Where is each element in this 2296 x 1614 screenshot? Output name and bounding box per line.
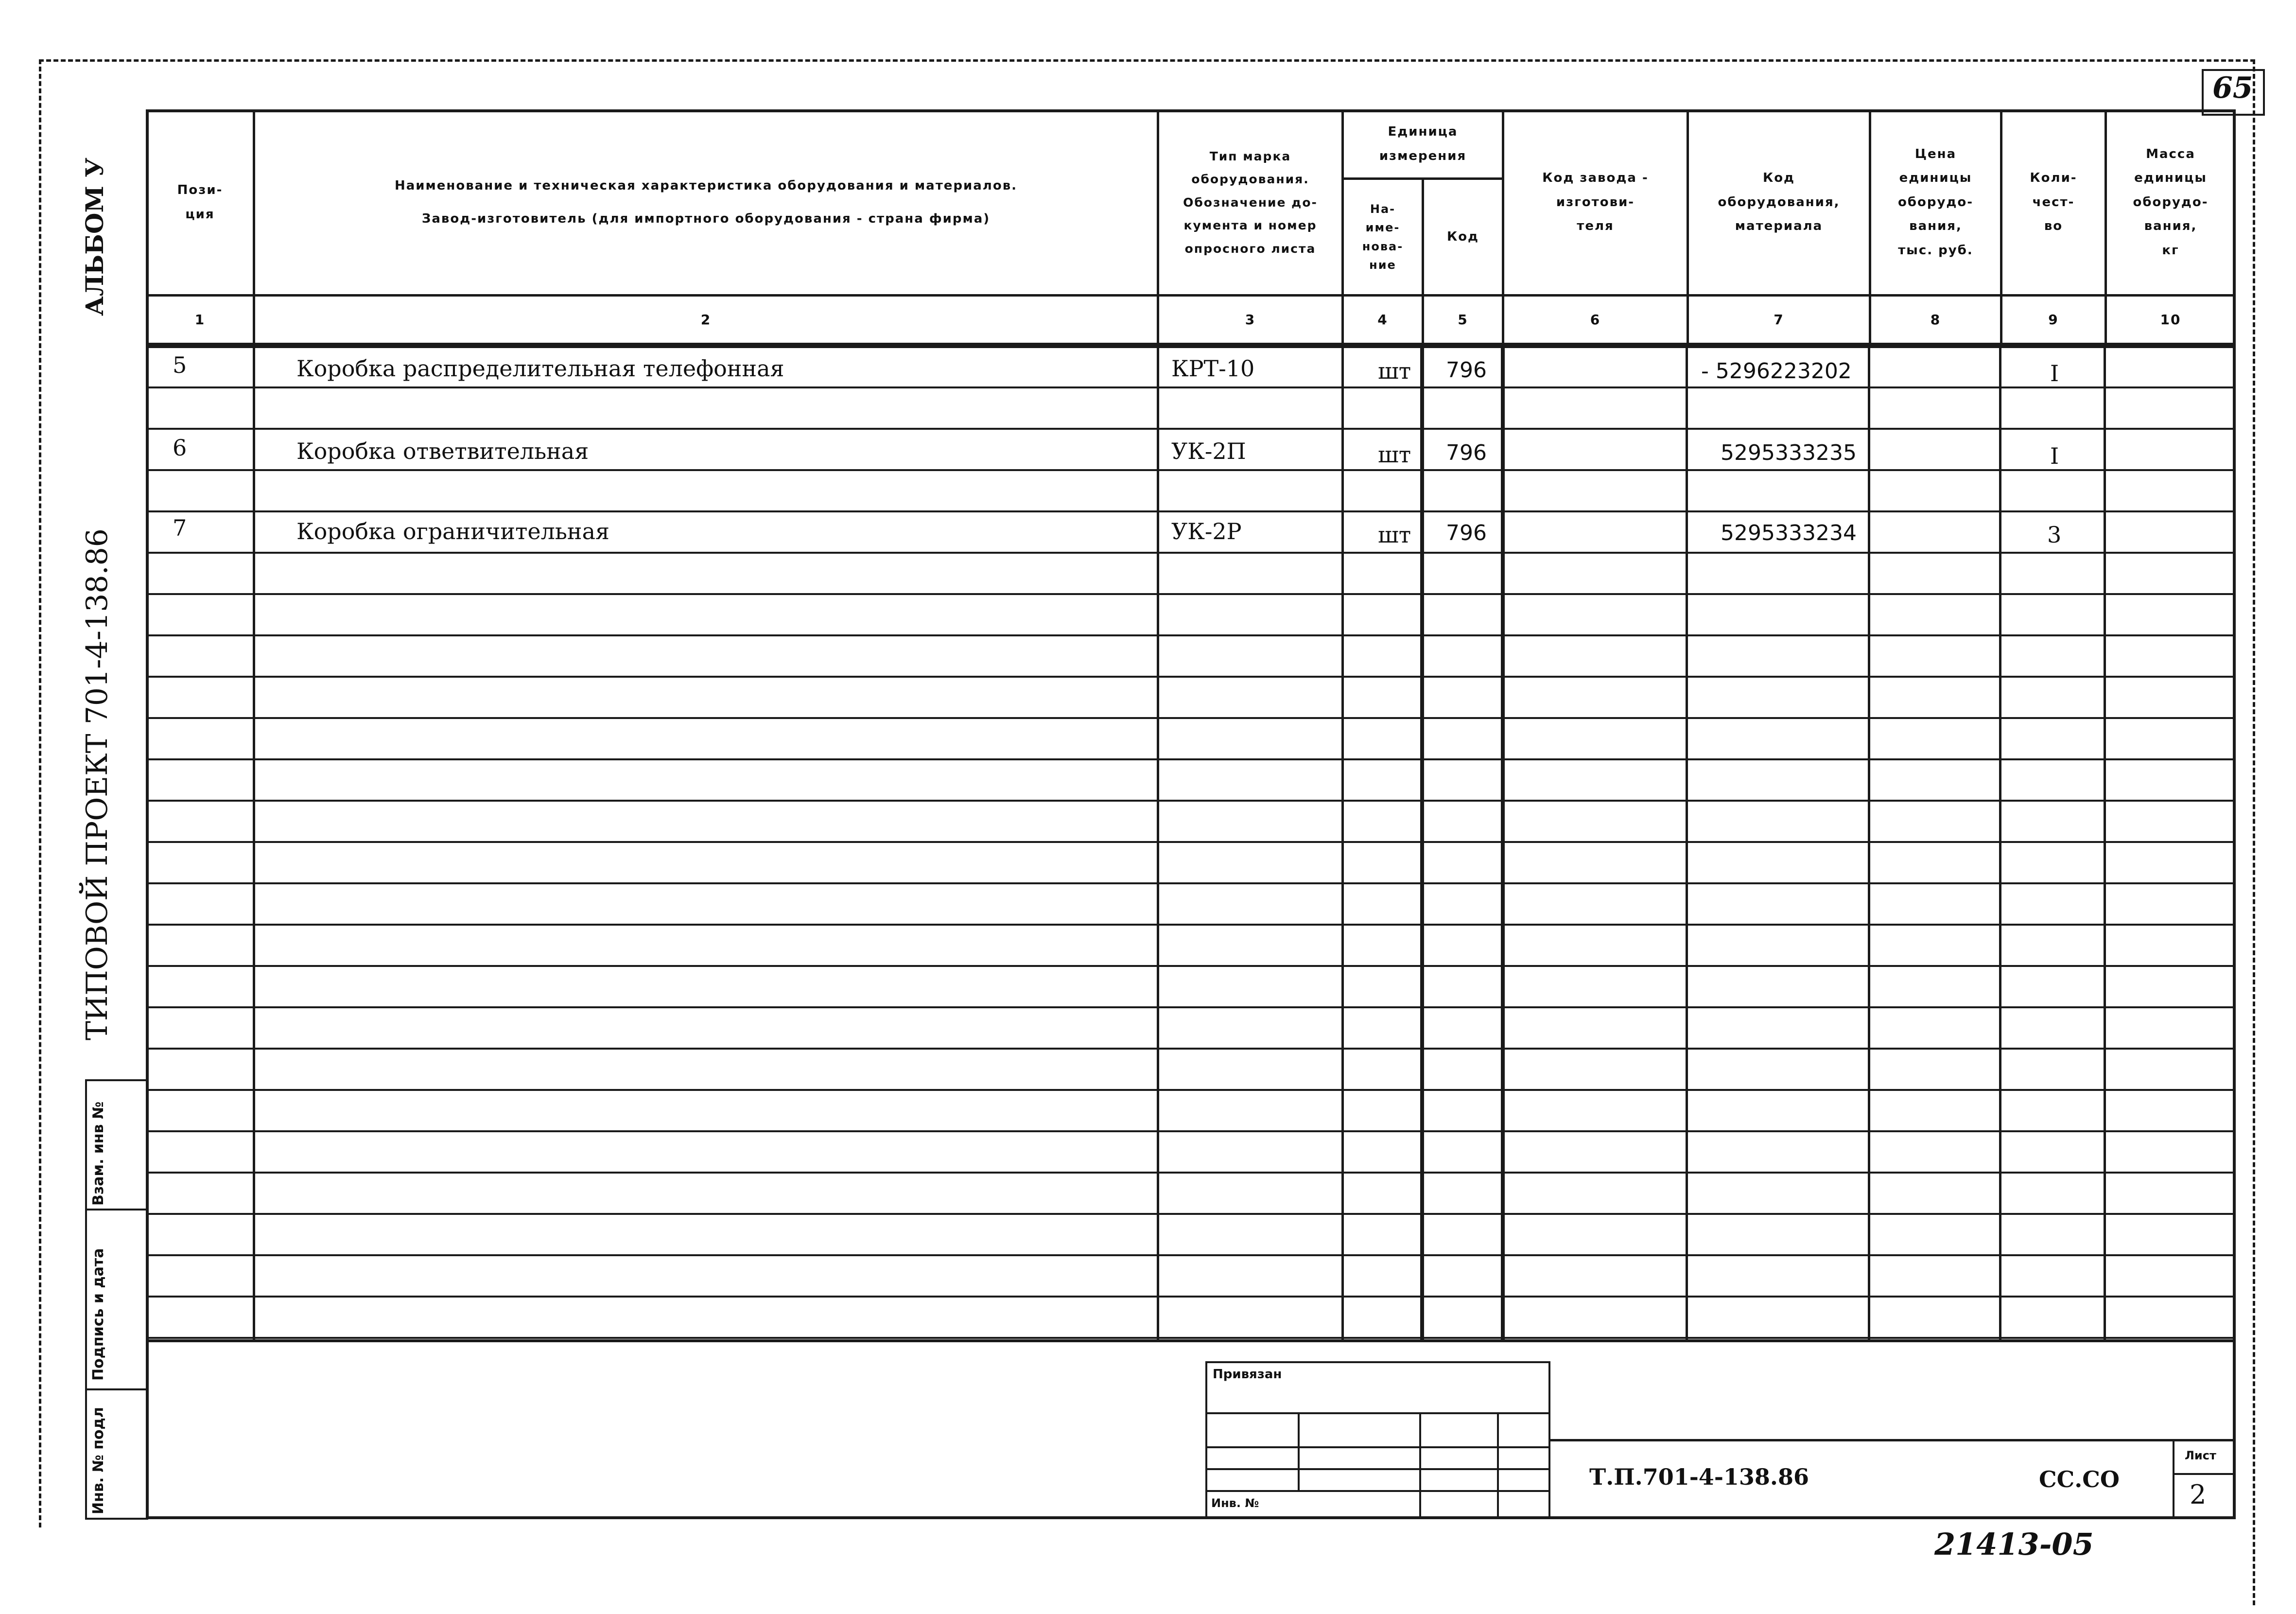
row-rule: [147, 1213, 2234, 1215]
colnum-6: 6: [1504, 297, 1689, 345]
colnum-4: 4: [1344, 297, 1424, 345]
sheet-box-divider: [2173, 1473, 2236, 1475]
colnum-7: 7: [1689, 297, 1871, 345]
header-price: Цена единицы оборудо- вания, тыс. руб.: [1871, 111, 2002, 297]
row-name: Коробка распределительная телефонная: [296, 355, 784, 382]
row-rule: [147, 676, 2234, 678]
vline-6: [1686, 345, 1688, 1342]
table-bottom-line: [146, 1339, 2236, 1342]
colnum-10: 10: [2107, 297, 2234, 345]
vline-1: [253, 345, 255, 1342]
row-rule: [147, 800, 2234, 802]
row-type: КРТ-10: [1171, 355, 1255, 382]
header-mass: Масса единицы оборудо- вания, кг: [2107, 111, 2234, 297]
page-number: 65: [2212, 71, 2253, 105]
colnum-3: 3: [1159, 297, 1344, 345]
row-rule: [147, 1337, 2234, 1339]
row-rule: [147, 1006, 2234, 1008]
stamp-inv-label: Инв. №: [1211, 1496, 1259, 1510]
row-rule: [147, 1296, 2234, 1298]
header-type: Тип марка оборудования. Обозначение до- кумента и номер опросного листа: [1159, 111, 1344, 297]
row-rule: [147, 717, 2234, 719]
row-rule: [147, 552, 2234, 554]
row-rule: [147, 841, 2234, 843]
row-rule: [147, 882, 2234, 884]
outer-frame-left: [39, 59, 41, 1527]
header-name: [255, 111, 1159, 297]
side-label-podpis: Подпись и дата: [90, 1248, 107, 1381]
doc-code: Т.П.701-4-138.86: [1589, 1464, 1809, 1490]
row-unit: шт: [1378, 522, 1411, 548]
row-rule: [147, 1089, 2234, 1091]
sheet-code: СС.СО: [2039, 1466, 2120, 1492]
row-rule: [147, 924, 2234, 926]
row-unit-code: 796: [1446, 358, 1487, 383]
row-rule: [147, 510, 2234, 512]
header-equip-code: Код оборудования, материала: [1689, 111, 1871, 297]
header-factory-code: Код завода - изготови- теля: [1504, 111, 1689, 297]
row-quantity: I: [2050, 360, 2059, 386]
stamp-privyazan-label: Привязан: [1213, 1367, 1282, 1382]
sheet-label: Лист: [2185, 1449, 2216, 1462]
header-name-line1: Наименование и техническая характеристика оборудования и материалов.: [394, 178, 1018, 193]
row-type: УК-2Р: [1171, 518, 1242, 544]
row-rule: [147, 1130, 2234, 1132]
header-position: Пози- ция: [147, 111, 255, 297]
title-top-line: [1550, 1439, 2236, 1441]
row-rule: [147, 345, 2234, 348]
row-position: 5: [173, 352, 187, 378]
row-rule: [147, 758, 2234, 760]
colnum-9: 9: [2002, 297, 2107, 345]
row-rule: [147, 1172, 2234, 1174]
row-quantity: 3: [2047, 522, 2062, 548]
outer-frame-right: [2253, 59, 2255, 1605]
row-quantity: I: [2050, 443, 2059, 469]
vline-5: [1501, 345, 1505, 1342]
colnum-1: 1: [147, 297, 255, 345]
row-position: 7: [173, 515, 187, 541]
row-rule: [147, 386, 2234, 388]
header-quantity: Коли- чест- во: [2002, 111, 2107, 297]
row-rule: [147, 593, 2234, 595]
project-label: ТИПОВОЙ ПРОЕКТ 701-4-138.86: [80, 528, 114, 1040]
header-name-line2: Завод-изготовитель (для импортного оборудования - страна фирма): [421, 211, 991, 226]
vline-8: [1999, 345, 2001, 1342]
colnum-2: 2: [255, 297, 1159, 345]
vline-2: [1157, 345, 1159, 1342]
sheet-number: 2: [2190, 1479, 2207, 1510]
stamp-vline-2: [1419, 1412, 1421, 1519]
header-unit-code: Код: [1424, 180, 1504, 297]
row-name: Коробка ответвительная: [296, 438, 589, 464]
vline-9: [2104, 345, 2106, 1342]
row-rule: [147, 428, 2234, 430]
row-position: 6: [173, 435, 187, 461]
vline-7: [1868, 345, 1870, 1342]
row-rule: [147, 1048, 2234, 1050]
stamp-vline-1: [1298, 1412, 1300, 1490]
header-unit: Единица измерения: [1344, 111, 1504, 180]
row-rule: [147, 965, 2234, 967]
row-unit: шт: [1378, 358, 1411, 384]
header-unit-name: На- име- нова- ние: [1344, 180, 1424, 297]
stamp-vline-3: [1497, 1412, 1499, 1519]
colnum-8: 8: [1871, 297, 2002, 345]
colnum-5: 5: [1424, 297, 1504, 345]
row-equip-code: 5295333234: [1721, 521, 1857, 545]
vline-3: [1341, 345, 1344, 1342]
row-rule: [147, 634, 2234, 636]
row-unit-code: 796: [1446, 521, 1487, 545]
side-label-inv: Инв. № подл: [90, 1407, 107, 1514]
vline-4: [1420, 345, 1424, 1342]
row-name: Коробка ограничительная: [296, 518, 610, 544]
album-label: АЛЬБОМ У: [80, 158, 109, 316]
row-equip-code: 5295333235: [1721, 440, 1857, 465]
bottom-number: 21413-05: [1934, 1526, 2094, 1562]
row-rule: [147, 469, 2234, 471]
row-equip-code: - 5296223202: [1701, 359, 1852, 384]
row-rule: [147, 1254, 2234, 1256]
row-type: УК-2П: [1171, 438, 1246, 464]
side-label-vzam: Взам. инв №: [90, 1101, 107, 1206]
outer-frame-top: [39, 59, 2255, 62]
row-unit: шт: [1378, 441, 1411, 468]
row-unit-code: 796: [1446, 440, 1487, 465]
